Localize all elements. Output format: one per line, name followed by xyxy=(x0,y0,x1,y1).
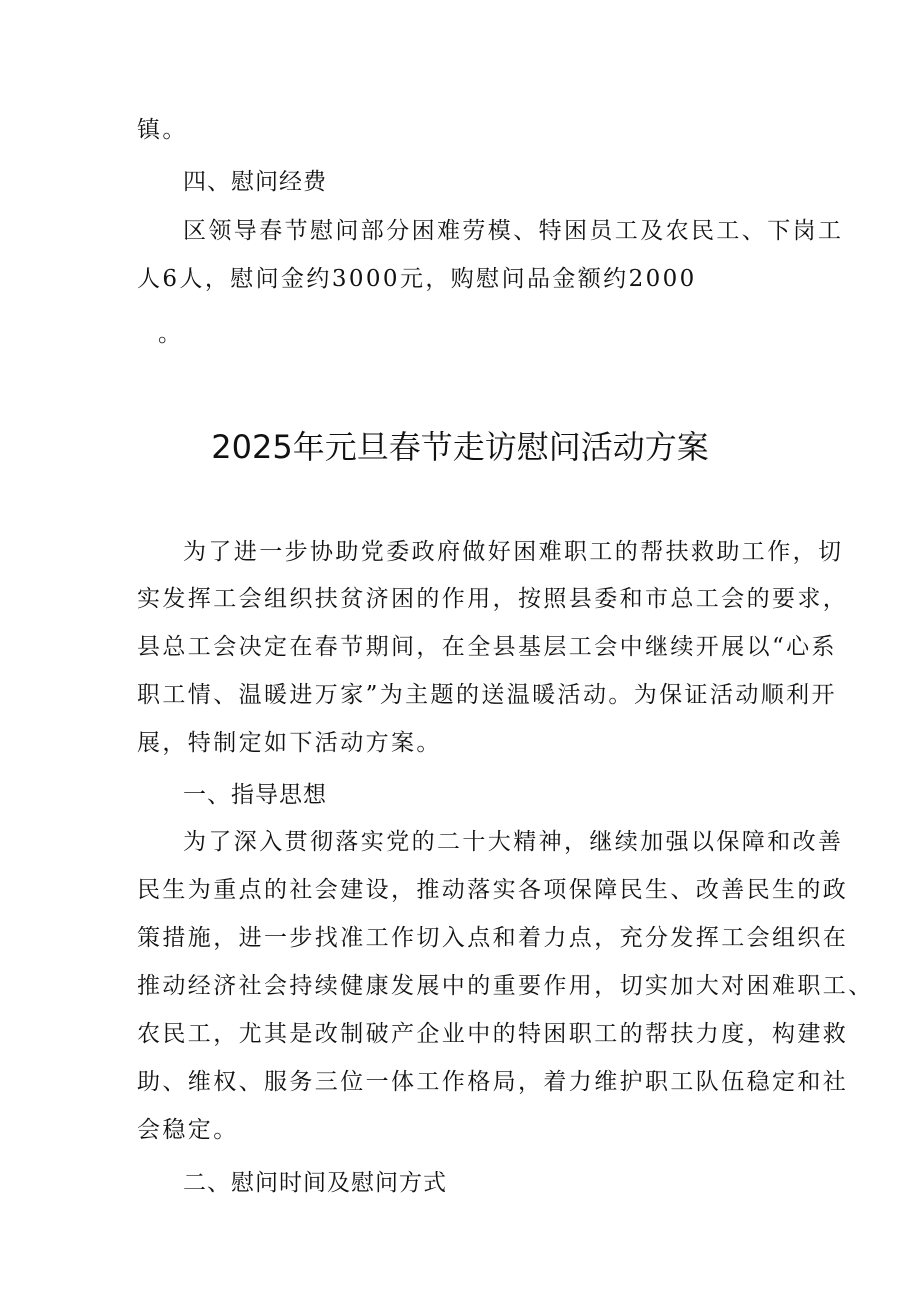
paragraph-line: 县总工会决定在春节期间，在全县基层工会中继续开展以“心系 xyxy=(137,634,837,660)
paragraph-line: 人6人，慰问金约3000元，购慰问品金额约2000 xyxy=(137,266,697,292)
paragraph-line: 展，特制定如下活动方案。 xyxy=(137,730,442,756)
paragraph-line: 为了进一步协助党委政府做好困难职工的帮扶救助工作，切 xyxy=(183,539,844,565)
paragraph-line: 实发挥工会组织扶贫济困的作用，按照县委和市总工会的要求， xyxy=(137,586,849,612)
paragraph-line: 镇。 xyxy=(137,117,188,143)
paragraph-line: 为了深入贯彻落实党的二十大精神，继续加强以保障和改善 xyxy=(183,829,844,855)
paragraph-line: 区领导春节慰问部分困难劳模、特困员工及农民工、下岗工 xyxy=(183,218,844,244)
paragraph-line: 。 xyxy=(158,321,184,347)
paragraph-line: 策措施，进一步找准工作切入点和着力点，充分发挥工会组织在 xyxy=(137,925,849,951)
section-heading-guiding-ideology: 一、指导思想 xyxy=(183,782,327,808)
paragraph-line: 助、维权、服务三位一体工作格局，着力维护职工队伍稳定和社 xyxy=(137,1069,849,1095)
document-title: 2025年元旦春节走访慰问活动方案 xyxy=(211,428,709,466)
paragraph-line: 推动经济社会持续健康发展中的重要作用，切实加大对困难职工、 xyxy=(137,973,874,999)
paragraph-line: 会稳定。 xyxy=(137,1117,239,1143)
paragraph-line: 民生为重点的社会建设，推动落实各项保障民生、改善民生的政 xyxy=(137,877,849,903)
paragraph-line: 农民工，尤其是改制破产企业中的特困职工的帮扶力度，构建救 xyxy=(137,1021,849,1047)
section-heading-visit-time-and-method: 二、慰问时间及慰问方式 xyxy=(183,1170,447,1196)
paragraph-line: 职工情、温暖进万家”为主题的送温暖活动。为保证活动顺利开 xyxy=(137,682,837,708)
section-heading-funding: 四、慰问经费 xyxy=(183,169,327,195)
